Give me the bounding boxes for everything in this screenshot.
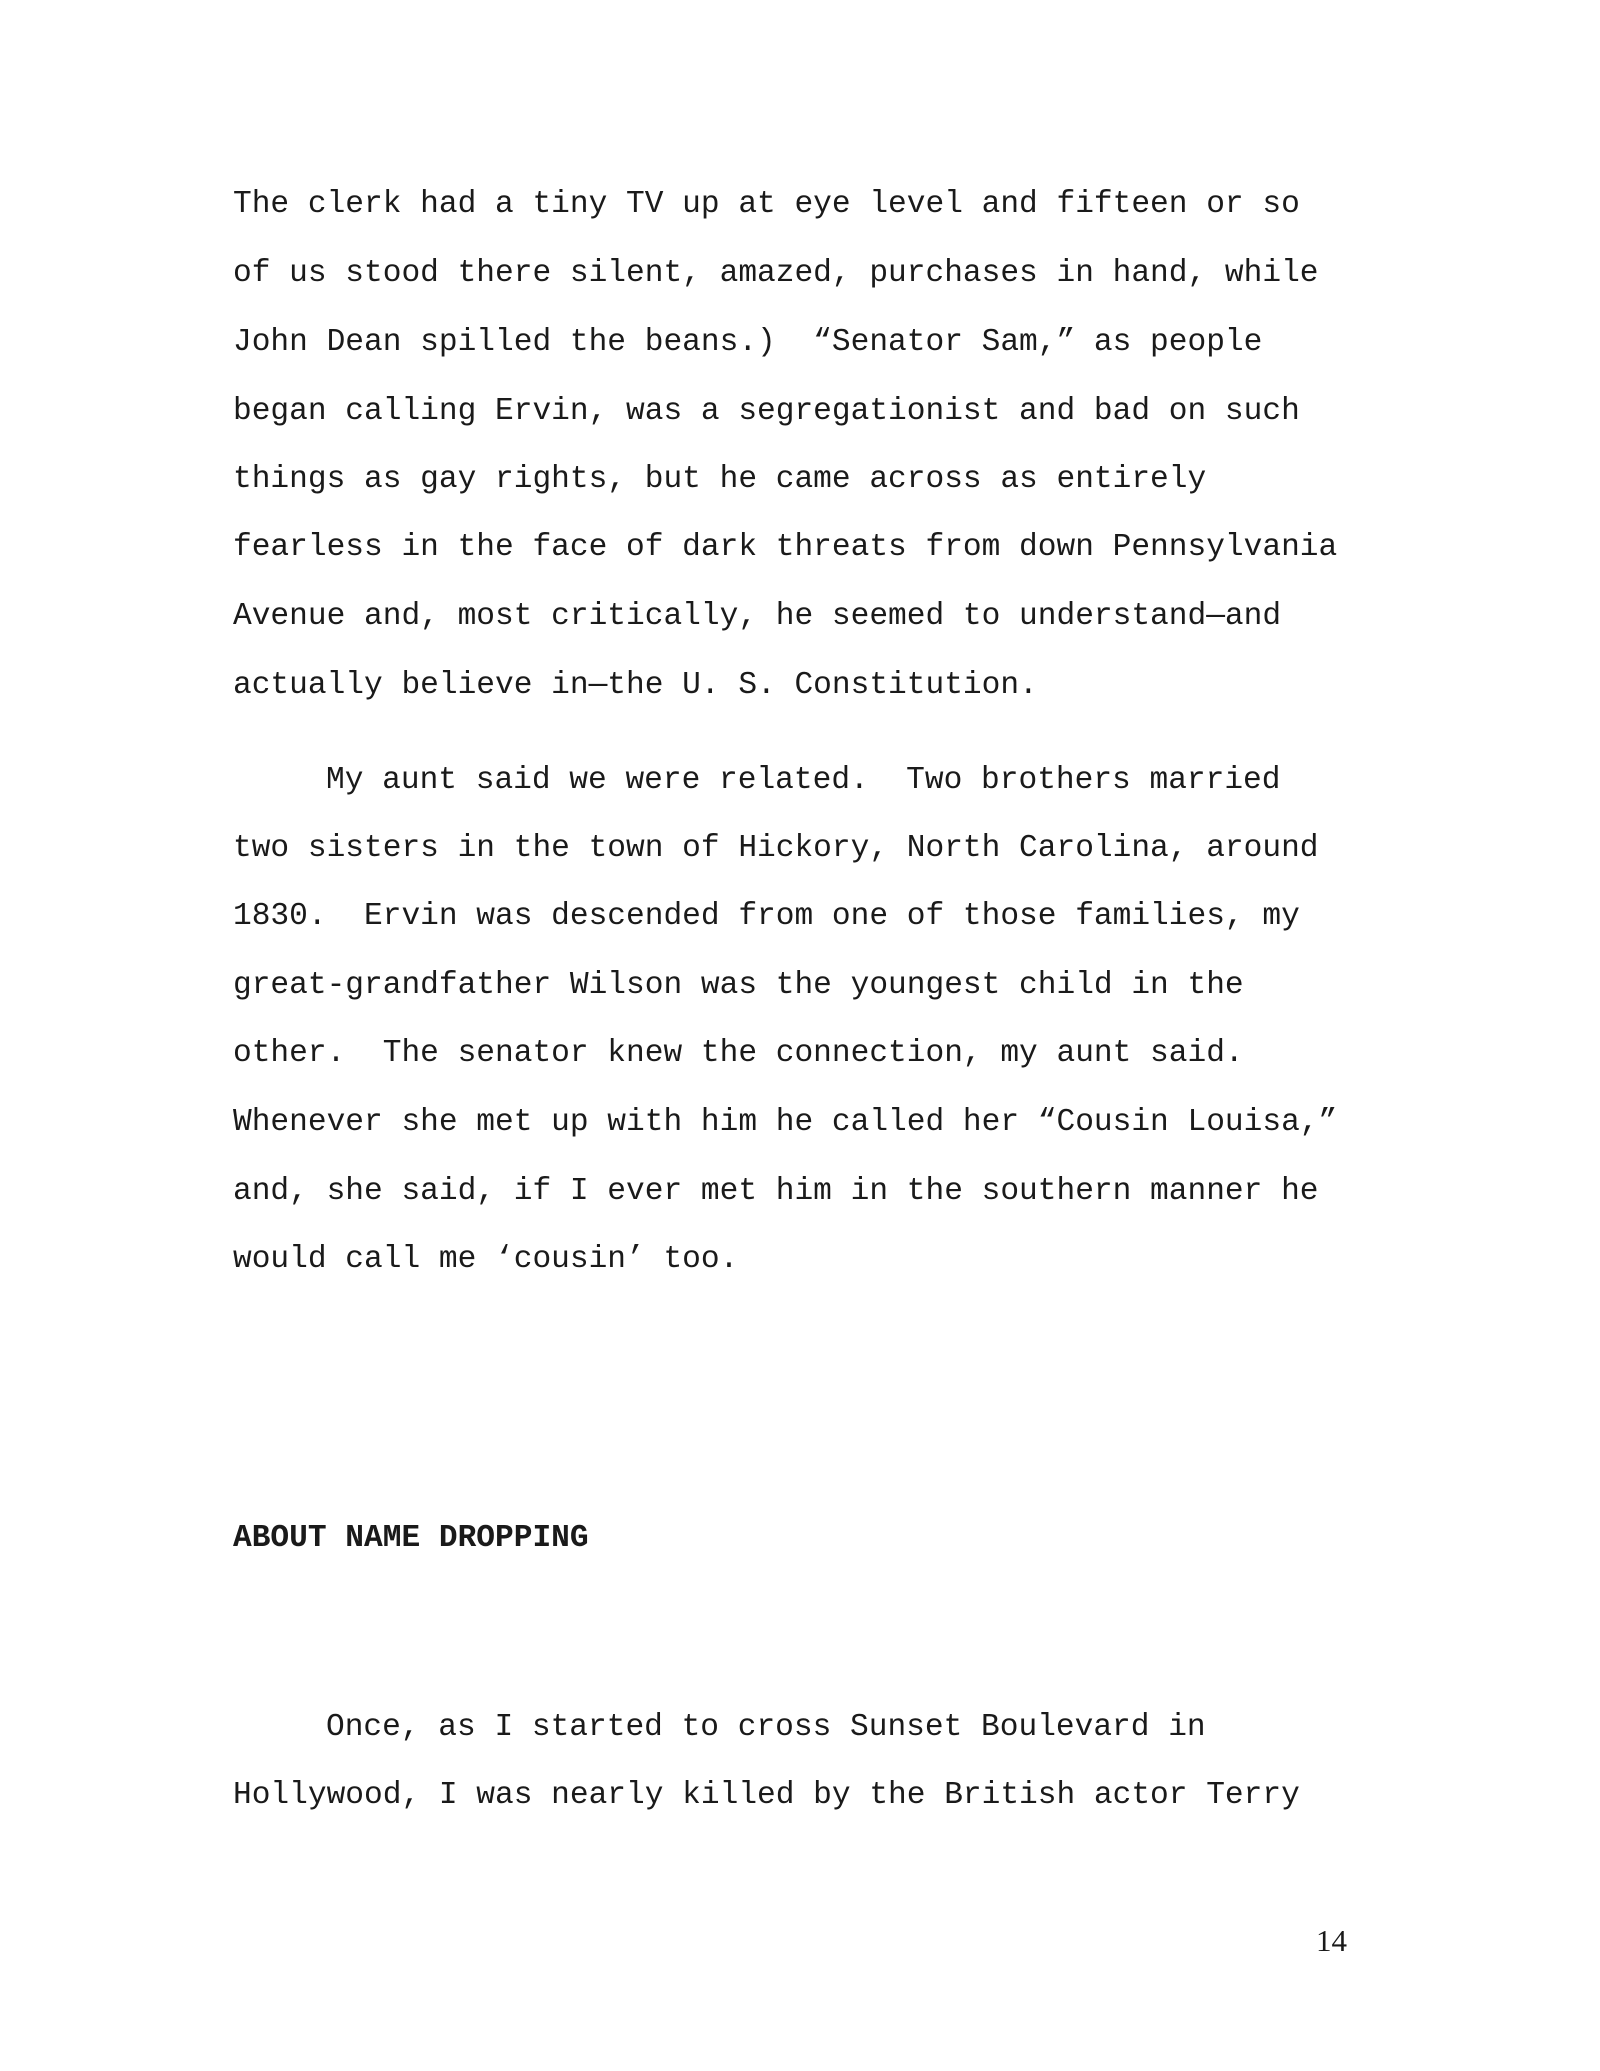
text-line: Once, as I started to cross Sunset Boulevard in: [326, 1710, 1206, 1745]
page-number: 14: [1316, 1923, 1347, 1958]
text-line: My aunt said we were related. Two brothers married: [326, 763, 1281, 798]
text-line: Hollywood, I was nearly killed by the British actor Terry: [233, 1778, 1300, 1813]
text-line: and, she said, if I ever met him in the southern manner he: [233, 1174, 1319, 1209]
text-line: things as gay rights, but he came across as entirely: [233, 462, 1207, 497]
text-line: fearless in the face of dark threats from down Pennsylvania: [233, 530, 1338, 565]
text-line: began calling Ervin, was a segregationist and bad on such: [233, 394, 1300, 429]
text-line: Avenue and, most critically, he seemed to understand—and: [233, 599, 1282, 634]
text-line: would call me ‘cousin’ too.: [233, 1242, 739, 1277]
text-line: great-grandfather Wilson was the youngest child in the: [233, 968, 1244, 1003]
text-line: Whenever she met up with him he called her “Cousin Louisa,”: [233, 1105, 1338, 1140]
text-line: actually believe in—the U. S. Constitution.: [233, 668, 1038, 703]
section-heading: ABOUT NAME DROPPING: [233, 1521, 589, 1556]
text-line: John Dean spilled the beans.) “Senator Sam,” as people: [233, 325, 1263, 360]
text-line: The clerk had a tiny TV up at eye level and fifteen or so: [233, 187, 1300, 222]
text-line: other. The senator knew the connection, my aunt said.: [233, 1036, 1244, 1071]
text-line: 1830. Ervin was descended from one of those families, my: [233, 899, 1300, 934]
text-line: two sisters in the town of Hickory, North Carolina, around: [233, 831, 1319, 866]
text-line: of us stood there silent, amazed, purchases in hand, while: [233, 256, 1319, 291]
